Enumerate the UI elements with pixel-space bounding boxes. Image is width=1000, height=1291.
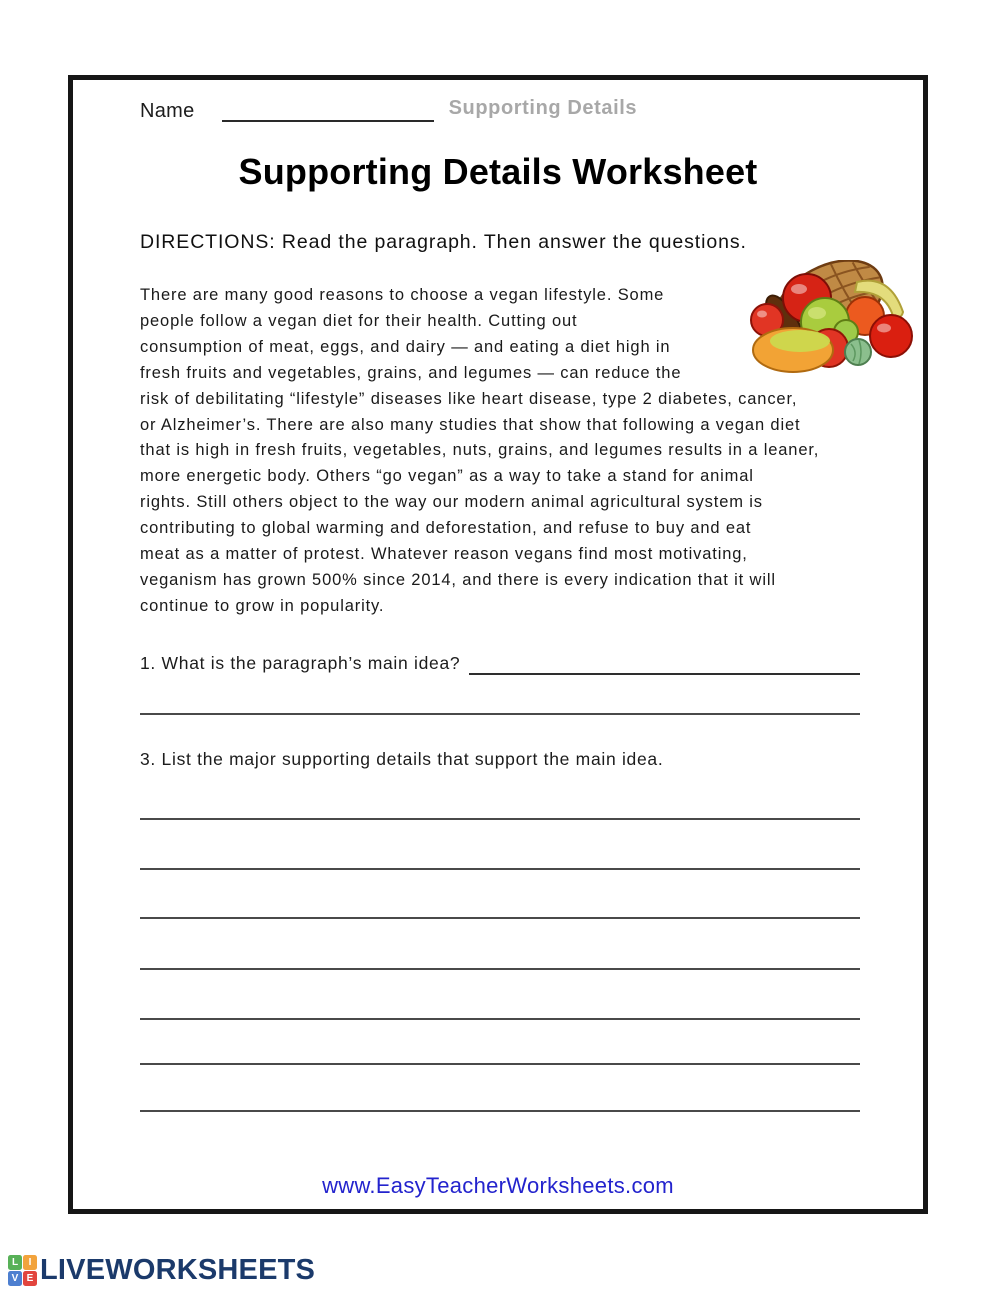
passage-line: people follow a vegan diet for their health. Cutting out <box>140 311 578 330</box>
question-1-answer-line[interactable] <box>469 653 860 675</box>
passage-line: There are many good reasons to choose a vegan lifestyle. Some <box>140 286 665 304</box>
passage-line: fresh fruits and vegetables, grains, and legumes — can reduce the <box>140 363 682 382</box>
directions-text: DIRECTIONS: Read the paragraph. Then answer the questions. <box>140 231 747 253</box>
passage-line: rights. Still others object to the way our modern animal agricultural system is <box>140 493 763 512</box>
answer-line-7[interactable] <box>140 1110 860 1112</box>
passage-line: continue to grow in popularity. <box>140 596 385 615</box>
passage-line: veganism has grown 500% since 2014, and there is every indication that it will <box>140 570 776 589</box>
answer-line-4[interactable] <box>140 968 860 970</box>
question-3-label: 3. List the major supporting details that support the main idea. <box>140 749 664 769</box>
logo-letter-v: V <box>8 1271 22 1286</box>
answer-line-1[interactable] <box>140 818 860 820</box>
name-row <box>140 96 868 123</box>
reading-passage <box>140 283 860 620</box>
website-link[interactable]: www.EasyTeacherWorksheets.com <box>322 1173 674 1198</box>
passage-line: that is high in fresh fruits, vegetables, nuts, grains, and legumes results in a leaner, <box>140 441 820 460</box>
question-1-label: 1. What is the paragraph’s main idea? <box>140 653 461 673</box>
page-title: Supporting Details Worksheet <box>238 151 758 192</box>
liveworksheets-grid-icon <box>8 1255 37 1286</box>
question-1-row <box>140 651 860 675</box>
logo-letter-l: L <box>8 1255 22 1270</box>
name-input-line[interactable] <box>222 100 434 122</box>
passage-line: more energetic body. Others “go vegan” as a way to take a stand for animal <box>140 467 754 486</box>
logo-letter-i: I <box>23 1255 37 1270</box>
passage-line: consumption of meat, eggs, and dairy — and eating a diet high in <box>140 337 671 356</box>
question-1-answer-line-2[interactable] <box>140 713 860 715</box>
answer-line-6[interactable] <box>140 1063 860 1065</box>
liveworksheets-wordmark: LIVEWORKSHEETS <box>40 1253 316 1286</box>
passage-line: contributing to global warming and deforestation, and refuse to buy and eat <box>140 519 752 538</box>
passage-line: risk of debilitating “lifestyle” diseases like heart disease, type 2 diabetes, cancer, <box>140 389 798 408</box>
answer-line-3[interactable] <box>140 917 860 919</box>
passage-line: or Alzheimer’s. There are also many studies that show that following a vegan diet <box>140 415 801 434</box>
liveworksheets-logo[interactable] <box>8 1251 315 1289</box>
answer-line-5[interactable] <box>140 1018 860 1020</box>
name-label: Name <box>140 100 195 122</box>
document-header-title: Supporting Details <box>448 97 638 119</box>
logo-letter-e: E <box>23 1271 37 1286</box>
answer-line-2[interactable] <box>140 868 860 870</box>
passage-line: meat as a matter of protest. Whatever reason vegans find most motivating, <box>140 545 748 564</box>
worksheet-page <box>68 75 928 1214</box>
